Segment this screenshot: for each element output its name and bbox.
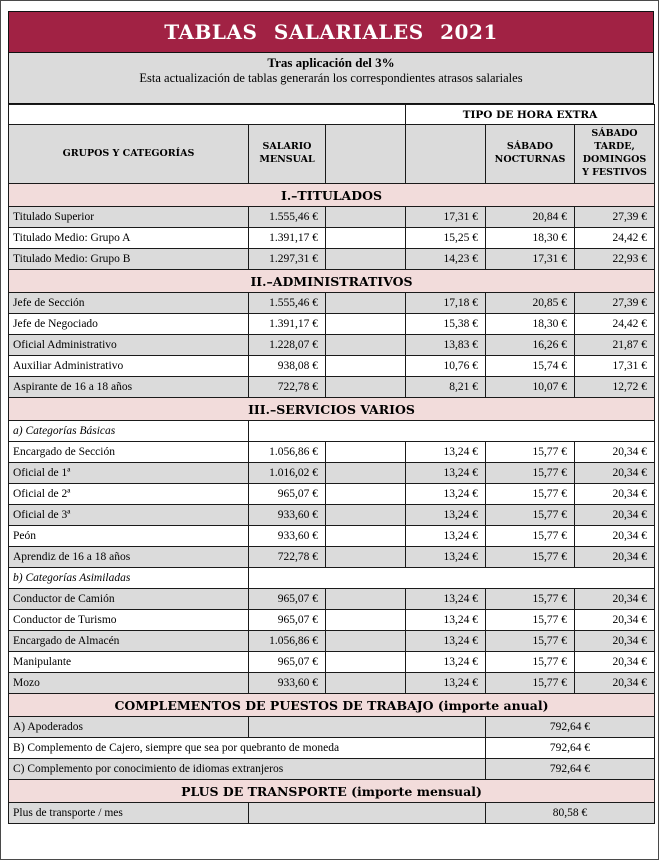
table-row <box>9 547 655 568</box>
blank-header-cell <box>9 105 406 125</box>
category-cell: Titulado Superior <box>9 207 249 228</box>
hora-extra-cell: 17,31 € <box>406 207 486 228</box>
blank-cell <box>326 673 406 694</box>
category-cell: Titulado Medio: Grupo B <box>9 249 249 270</box>
festivos-cell: 20,34 € <box>575 547 655 568</box>
table-row <box>9 803 655 824</box>
title-banner <box>8 11 654 53</box>
festivos-cell: 20,34 € <box>575 610 655 631</box>
hora-extra-cell: 13,83 € <box>406 335 486 356</box>
salario-mensual-cell: 1.555,46 € <box>249 293 326 314</box>
hora-extra-cell: 13,24 € <box>406 463 486 484</box>
category-cell: Oficial de 2ª <box>9 484 249 505</box>
category-cell: Oficial de 3ª <box>9 505 249 526</box>
category-cell: Mozo <box>9 673 249 694</box>
sabado-nocturnas-cell: 15,77 € <box>486 505 575 526</box>
sabado-nocturnas-cell: 16,26 € <box>486 335 575 356</box>
sabado-nocturnas-cell: 15,77 € <box>486 547 575 568</box>
table-row <box>9 377 655 398</box>
festivos-cell: 20,34 € <box>575 505 655 526</box>
hora-extra-cell: 13,24 € <box>406 610 486 631</box>
blank-cell <box>249 421 655 442</box>
blank-cell <box>326 463 406 484</box>
hora-extra-cell: 15,38 € <box>406 314 486 335</box>
category-cell: Encargado de Sección <box>9 442 249 463</box>
salario-mensual-cell: 722,78 € <box>249 547 326 568</box>
table-row <box>9 421 655 442</box>
subsection-label-cell: b) Categorías Asimiladas <box>9 568 249 589</box>
section-header-label: II.–ADMINISTRATIVOS <box>9 270 655 293</box>
blank-cell <box>326 547 406 568</box>
table-row <box>9 505 655 526</box>
salario-mensual-cell: 1.056,86 € <box>249 631 326 652</box>
festivos-cell: 20,34 € <box>575 463 655 484</box>
festivos-cell: 20,34 € <box>575 652 655 673</box>
festivos-cell: 12,72 € <box>575 377 655 398</box>
page-title: TABLAS SALARIALES 2021 <box>164 20 498 44</box>
hora-extra-cell: 13,24 € <box>406 631 486 652</box>
sabado-nocturnas-cell: 18,30 € <box>486 228 575 249</box>
blank-cell <box>326 335 406 356</box>
salario-mensual-cell: 965,07 € <box>249 484 326 505</box>
festivos-cell: 20,34 € <box>575 631 655 652</box>
blank-cell <box>326 228 406 249</box>
blank-cell <box>326 484 406 505</box>
category-cell: Aspirante de 16 a 18 años <box>9 377 249 398</box>
hora-extra-cell: 14,23 € <box>406 249 486 270</box>
blank-cell <box>326 631 406 652</box>
hora-extra-cell: 13,24 € <box>406 589 486 610</box>
table-row <box>9 356 655 377</box>
section-header-label: I.–TITULADOS <box>9 184 655 207</box>
blank-cell <box>326 652 406 673</box>
hora-extra-cell: 13,24 € <box>406 505 486 526</box>
category-cell: Jefe de Negociado <box>9 314 249 335</box>
table-row <box>9 673 655 694</box>
blank-cell <box>326 589 406 610</box>
col-header-sabado-nocturnas: SÁBADO NOCTURNAS <box>486 125 575 184</box>
salario-mensual-cell: 933,60 € <box>249 505 326 526</box>
sabado-nocturnas-cell: 15,77 € <box>486 589 575 610</box>
section-band-row <box>9 780 655 803</box>
table-row <box>9 335 655 356</box>
sabado-nocturnas-cell: 15,77 € <box>486 484 575 505</box>
table-row <box>9 249 655 270</box>
table-row <box>9 463 655 484</box>
table-row <box>9 610 655 631</box>
blank-cell <box>326 526 406 547</box>
subtitle-line2: Esta actualización de tablas generarán los correspondientes atrasos salariales <box>139 71 523 85</box>
salario-mensual-cell: 1.228,07 € <box>249 335 326 356</box>
label-cell: Plus de transporte / mes <box>9 803 249 824</box>
festivos-cell: 20,34 € <box>575 526 655 547</box>
subtitle-line1: Tras aplicación del 3% <box>267 55 395 70</box>
blank-cell <box>326 293 406 314</box>
column-header-row <box>9 125 655 184</box>
blank-cell <box>249 717 486 738</box>
blank-cell <box>326 207 406 228</box>
festivos-cell: 20,34 € <box>575 589 655 610</box>
festivos-cell: 20,34 € <box>575 673 655 694</box>
table-row <box>9 589 655 610</box>
festivos-cell: 27,39 € <box>575 207 655 228</box>
hora-extra-cell: 13,24 € <box>406 484 486 505</box>
blank-cell <box>326 314 406 335</box>
category-cell: Conductor de Turismo <box>9 610 249 631</box>
salario-mensual-cell: 1.056,86 € <box>249 442 326 463</box>
hora-extra-cell: 13,24 € <box>406 547 486 568</box>
salario-mensual-cell: 938,08 € <box>249 356 326 377</box>
blank-cell <box>326 356 406 377</box>
section-header-label: PLUS DE TRANSPORTE (importe mensual) <box>9 780 655 803</box>
category-cell: Conductor de Camión <box>9 589 249 610</box>
table-row <box>9 207 655 228</box>
section-band-row <box>9 694 655 717</box>
festivos-cell: 24,42 € <box>575 228 655 249</box>
col-header-blank-1 <box>326 125 406 184</box>
sabado-nocturnas-cell: 15,77 € <box>486 631 575 652</box>
hora-extra-header: TIPO DE HORA EXTRA <box>406 105 655 125</box>
table-row <box>9 228 655 249</box>
table-row <box>9 568 655 589</box>
sabado-nocturnas-cell: 20,84 € <box>486 207 575 228</box>
table-row <box>9 738 655 759</box>
table-row <box>9 717 655 738</box>
category-cell: Aprendiz de 16 a 18 años <box>9 547 249 568</box>
hora-extra-cell: 17,18 € <box>406 293 486 314</box>
festivos-cell: 20,34 € <box>575 442 655 463</box>
sabado-nocturnas-cell: 18,30 € <box>486 314 575 335</box>
subsection-label-cell: a) Categorías Básicas <box>9 421 249 442</box>
festivos-cell: 20,34 € <box>575 484 655 505</box>
sabado-nocturnas-cell: 17,31 € <box>486 249 575 270</box>
hora-extra-cell: 13,24 € <box>406 673 486 694</box>
salario-mensual-cell: 1.016,02 € <box>249 463 326 484</box>
salario-mensual-cell: 965,07 € <box>249 610 326 631</box>
sabado-nocturnas-cell: 15,77 € <box>486 652 575 673</box>
table-row <box>9 442 655 463</box>
col-header-salario: SALARIO MENSUAL <box>249 125 326 184</box>
sabado-nocturnas-cell: 15,77 € <box>486 610 575 631</box>
salario-mensual-cell: 965,07 € <box>249 589 326 610</box>
hora-extra-cell: 13,24 € <box>406 526 486 547</box>
category-cell: Peón <box>9 526 249 547</box>
festivos-cell: 17,31 € <box>575 356 655 377</box>
festivos-cell: 22,93 € <box>575 249 655 270</box>
value-cell: 792,64 € <box>486 717 655 738</box>
sabado-nocturnas-cell: 15,77 € <box>486 463 575 484</box>
salario-mensual-cell: 1.391,17 € <box>249 228 326 249</box>
blank-cell <box>326 442 406 463</box>
festivos-cell: 27,39 € <box>575 293 655 314</box>
hora-extra-cell: 13,24 € <box>406 442 486 463</box>
salario-mensual-cell: 933,60 € <box>249 673 326 694</box>
salario-mensual-cell: 1.297,31 € <box>249 249 326 270</box>
festivos-cell: 21,87 € <box>575 335 655 356</box>
table-row <box>9 484 655 505</box>
table-row <box>9 293 655 314</box>
category-cell: Auxiliar Administrativo <box>9 356 249 377</box>
col-header-festivos: SÁBADO TARDE, DOMINGOS Y FESTIVOS <box>575 125 655 184</box>
sabado-nocturnas-cell: 15,77 € <box>486 442 575 463</box>
salario-mensual-cell: 1.555,46 € <box>249 207 326 228</box>
sabado-nocturnas-cell: 15,77 € <box>486 526 575 547</box>
category-cell: Encargado de Almacén <box>9 631 249 652</box>
festivos-cell: 24,42 € <box>575 314 655 335</box>
label-cell: A) Apoderados <box>9 717 249 738</box>
hora-extra-cell: 10,76 € <box>406 356 486 377</box>
document-content <box>8 11 654 824</box>
table-row <box>9 652 655 673</box>
table-row <box>9 314 655 335</box>
table-body <box>9 184 655 824</box>
col-header-grupos: GRUPOS Y CATEGORÍAS <box>9 125 249 184</box>
salario-mensual-cell: 722,78 € <box>249 377 326 398</box>
salary-table <box>8 104 655 824</box>
label-cell: C) Complemento por conocimiento de idiomas extranjeros <box>9 759 486 780</box>
sabado-nocturnas-cell: 20,85 € <box>486 293 575 314</box>
col-header-blank-2 <box>406 125 486 184</box>
category-cell: Titulado Medio: Grupo A <box>9 228 249 249</box>
table-row <box>9 631 655 652</box>
hora-extra-header-row <box>9 105 655 125</box>
blank-cell <box>326 377 406 398</box>
hora-extra-cell: 8,21 € <box>406 377 486 398</box>
value-cell: 80,58 € <box>486 803 655 824</box>
salario-mensual-cell: 965,07 € <box>249 652 326 673</box>
blank-cell <box>326 505 406 526</box>
category-cell: Oficial de 1ª <box>9 463 249 484</box>
label-cell: B) Complemento de Cajero, siempre que sea por quebranto de moneda <box>9 738 486 759</box>
blank-cell <box>326 249 406 270</box>
table-row <box>9 526 655 547</box>
blank-cell <box>249 803 486 824</box>
category-cell: Manipulante <box>9 652 249 673</box>
salario-mensual-cell: 1.391,17 € <box>249 314 326 335</box>
section-band-row <box>9 398 655 421</box>
blank-cell <box>249 568 655 589</box>
value-cell: 792,64 € <box>486 759 655 780</box>
section-band-row <box>9 184 655 207</box>
section-band-row <box>9 270 655 293</box>
value-cell: 792,64 € <box>486 738 655 759</box>
section-header-label: III.–SERVICIOS VARIOS <box>9 398 655 421</box>
blank-cell <box>326 610 406 631</box>
sabado-nocturnas-cell: 10,07 € <box>486 377 575 398</box>
table-row <box>9 759 655 780</box>
sabado-nocturnas-cell: 15,74 € <box>486 356 575 377</box>
subtitle-box <box>8 53 654 104</box>
hora-extra-cell: 13,24 € <box>406 652 486 673</box>
sabado-nocturnas-cell: 15,77 € <box>486 673 575 694</box>
hora-extra-cell: 15,25 € <box>406 228 486 249</box>
salario-mensual-cell: 933,60 € <box>249 526 326 547</box>
category-cell: Oficial Administrativo <box>9 335 249 356</box>
category-cell: Jefe de Sección <box>9 293 249 314</box>
section-header-label: COMPLEMENTOS DE PUESTOS DE TRABAJO (importe anual) <box>9 694 655 717</box>
